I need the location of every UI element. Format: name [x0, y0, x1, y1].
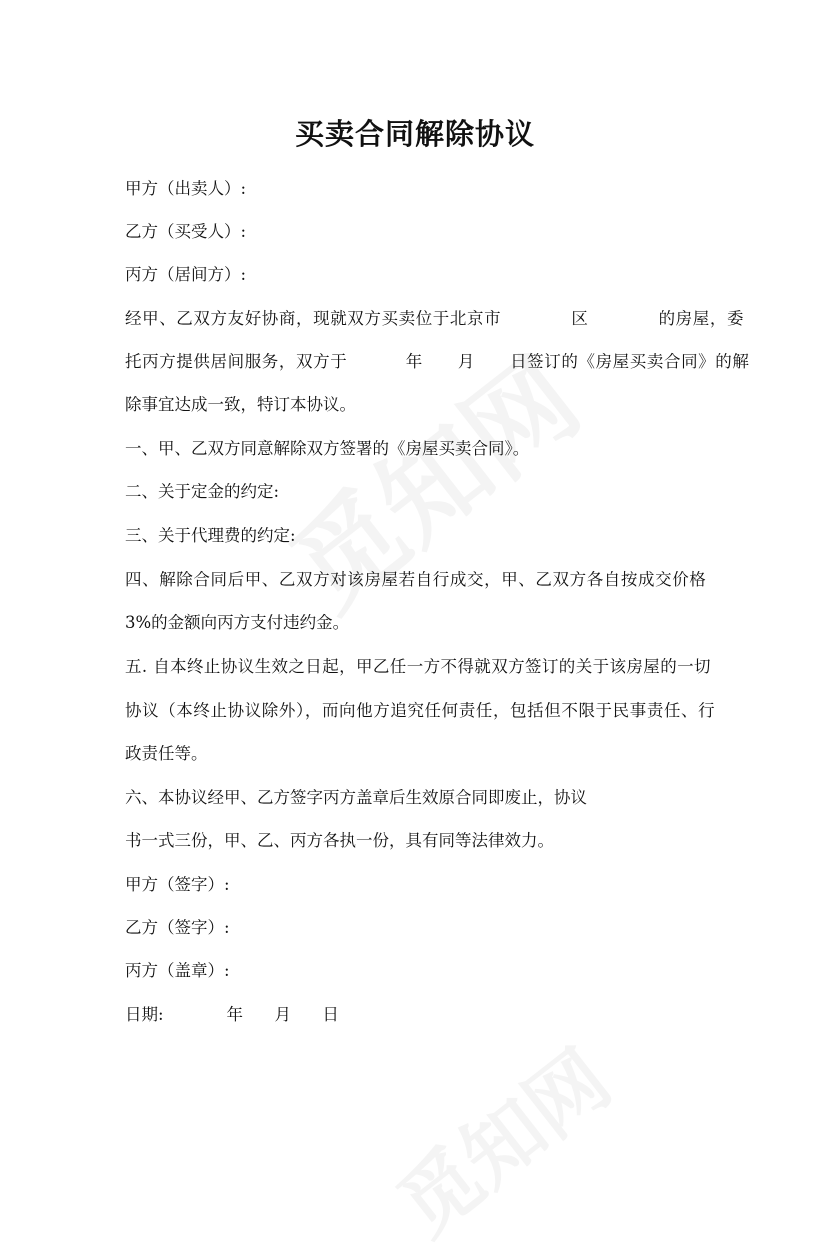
clause-4-line-1: 四、解除合同后甲、乙双方对该房屋若自行成交，甲、乙双方各自按成交价格	[125, 570, 707, 589]
party-c-broker: 丙方（居间方）:	[125, 265, 247, 284]
clause-2: 二、关于定金的约定:	[125, 482, 280, 501]
preamble-line-2: 托丙方提供居间服务，双方于 年 月 日签订的《房屋买卖合同》的解	[125, 352, 750, 371]
watermark	[370, 1018, 630, 1256]
clause-5-line-1: 五. 自本终止协议生效之日起，甲乙任一方不得就双方签订的关于该房屋的一切	[125, 657, 711, 676]
clause-6-line-2: 书一式三份，甲、乙、丙方各执一份，具有同等法律效力。	[125, 831, 554, 850]
date-line: 日期: 年 月 日	[125, 1005, 339, 1024]
clause-5-line-2: 协议（本终止协议除外），而向他方追究任何责任，包括但不限于民事责任、行	[125, 701, 716, 720]
preamble-line-1: 经甲、乙双方友好协商，现就双方买卖位于北京市 区 的房屋，委	[125, 309, 745, 328]
preamble-line-3: 除事宜达成一致，特订本协议。	[125, 395, 356, 414]
signature-party-b: 乙方（签字）:	[125, 918, 230, 937]
document-title: 买卖合同解除协议	[294, 117, 535, 151]
party-a-seller: 甲方（出卖人）:	[125, 179, 247, 198]
clause-3: 三、关于代理费的约定:	[125, 526, 296, 545]
clause-4-line-2: 3%的金额向丙方支付违约金。	[125, 613, 350, 632]
clause-6-line-1: 六、本协议经甲、乙方签字丙方盖章后生效原合同即废止，协议	[125, 788, 587, 807]
seal-party-c: 丙方（盖章）:	[125, 961, 230, 980]
signature-party-a: 甲方（签字）:	[125, 875, 230, 894]
clause-5-line-3: 政责任等。	[125, 744, 208, 763]
clause-1: 一、甲、乙双方同意解除双方签署的《房屋买卖合同》。	[125, 439, 530, 458]
party-b-buyer: 乙方（买受人）:	[125, 222, 247, 241]
